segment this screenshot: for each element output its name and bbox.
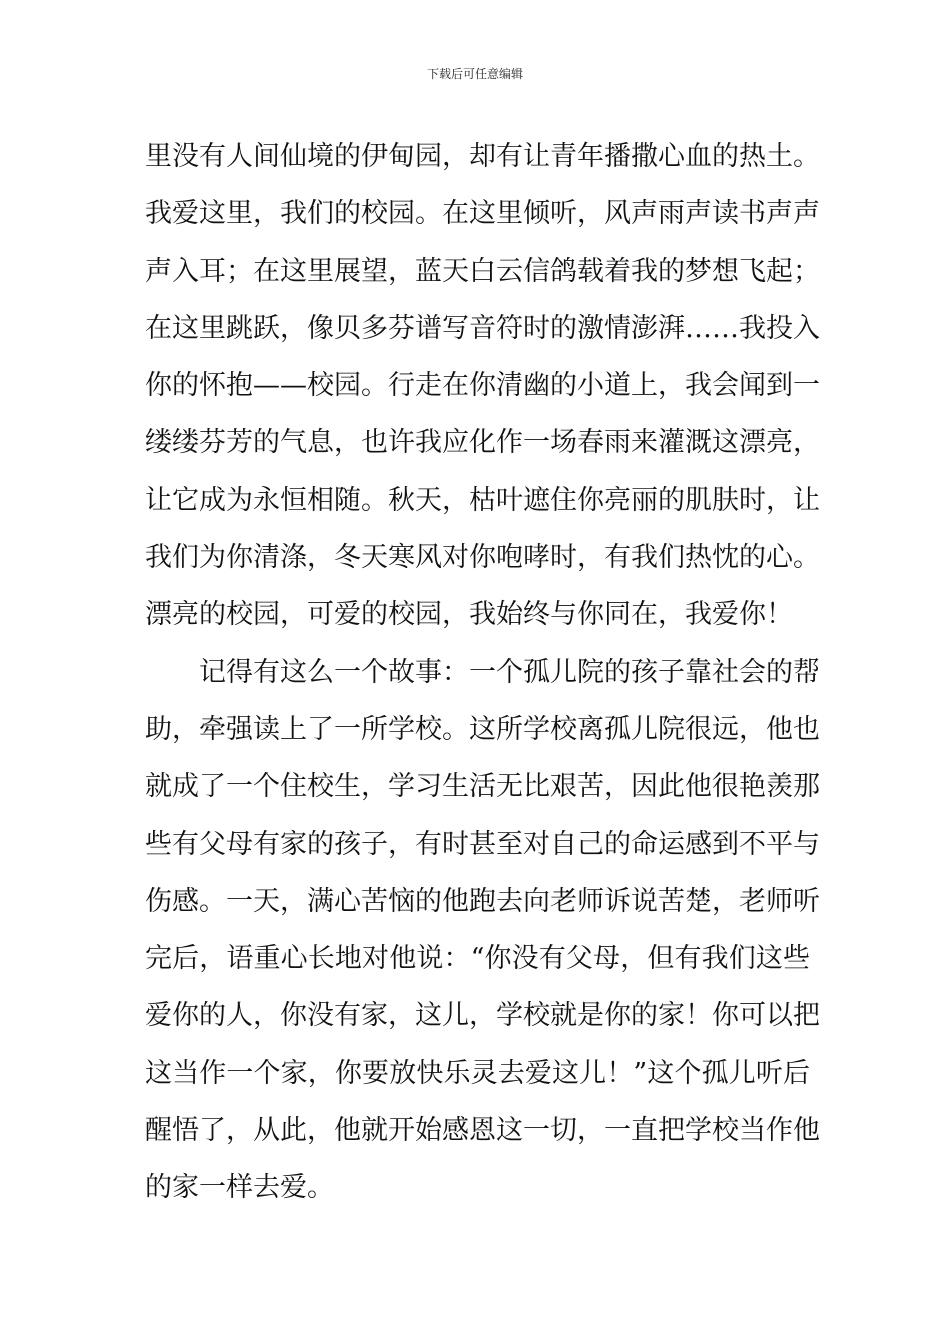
text-line: 声入耳；在这里展望，蓝天白云信鸽载着我的梦想飞起； xyxy=(145,255,820,287)
text-line: 让它成为永恒相随。秋天，枯叶遮住你亮丽的肌肤时，让 xyxy=(145,484,820,516)
text-line: 爱你的人，你没有家，这儿，学校就是你的家！你可以把 xyxy=(145,1000,820,1032)
text-line: 在这里跳跃，像贝多芬谱写音符时的激情澎湃……我投入 xyxy=(145,312,820,344)
text-line: 完后，语重心长地对他说：“你没有父母，但有我们这些 xyxy=(145,943,810,975)
text-line: 记得有这么一个故事：一个孤儿院的孩子靠社会的帮 xyxy=(199,656,820,688)
text-line: 里没有人间仙境的伊甸园，却有让青年播撒心血的热土。 xyxy=(145,141,820,172)
text-line: 就成了一个住校生，学习生活无比艰苦，因此他很艳羡那 xyxy=(145,771,820,803)
text-line: 我们为你清涤，冬天寒风对你咆哮时，有我们热忱的心。 xyxy=(145,542,820,574)
text-line: 缕缕芬芳的气息，也许我应化作一场春雨来灌溉这漂亮， xyxy=(145,427,820,459)
text-line: 醒悟了，从此，他就开始感恩这一切，一直把学校当作他 xyxy=(145,1115,820,1147)
text-line: 漂亮的校园，可爱的校园，我始终与你同在，我爱你！ xyxy=(145,599,793,631)
paragraph-2 xyxy=(145,644,820,1217)
text-line: 伤感。一天，满心苦恼的他跑去向老师诉说苦楚，老师听 xyxy=(145,885,820,917)
text-line: 助，牵强读上了一所学校。这所学校离孤儿院很远，他也 xyxy=(145,713,820,745)
text-line: 你的怀抱——校园。行走在你清幽的小道上，我会闻到一 xyxy=(145,370,820,402)
document-body xyxy=(145,128,820,1217)
text-line: 的家一样去爱。 xyxy=(145,1172,334,1204)
text-line: 我爱这里，我们的校园。在这里倾听，风声雨声读书声声 xyxy=(145,198,820,230)
text-line: 些有父母有家的孩子，有时甚至对自己的命运感到不平与 xyxy=(145,828,820,860)
paragraph-1 xyxy=(145,128,820,644)
text-line: 这当作一个家，你要放快乐灵去爱这儿！”这个孤儿听后 xyxy=(145,1057,810,1089)
page-header-note: 下载后可任意编辑 xyxy=(426,67,523,81)
